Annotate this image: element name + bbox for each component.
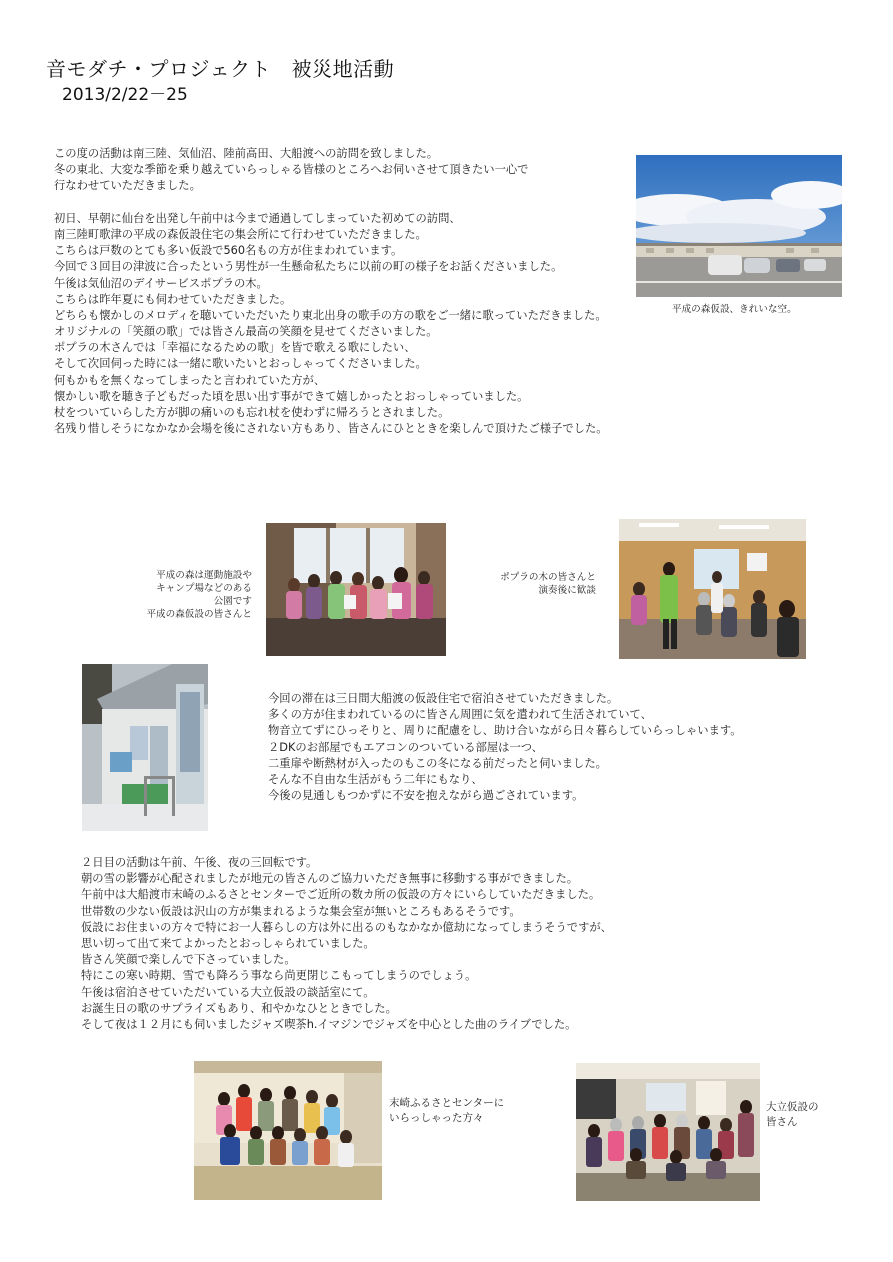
event-date: 2013/2/22－25 — [62, 85, 188, 105]
text-line: 行なわせていただきました。 — [54, 179, 201, 193]
heisei-residents-photo — [266, 523, 446, 656]
text-line: 懐かしい歌を聴き子どもだった頃を思い出す事ができて嬉しかったとおっしゃっていました。 — [54, 389, 529, 403]
text-line: 南三陸町歌津の平成の森仮設住宅の集会所にて行わせていただきました。 — [54, 227, 427, 241]
text-line: こちらは戸数のとても多い仮設で560名もの方が住まわれています。 — [54, 244, 403, 258]
text-line: そして夜は１２月にも伺いましたジャズ喫茶h.イマジンでジャズを中心とした曲のライブでした。 — [81, 1017, 577, 1031]
caption-line: 公園です — [213, 596, 252, 607]
ofunato-housing-photo — [82, 664, 208, 831]
text-line: こちらは昨年夏にも伺わせていただきました。 — [54, 292, 292, 306]
caption-line: 演奏後に歓談 — [538, 585, 596, 596]
caption-line: 平成の森仮設の皆さんと — [146, 609, 252, 620]
text-line: 今回の滞在は三日間大船渡の仮設住宅で宿泊させていただきました。 — [268, 692, 619, 705]
sky-photo-caption: 平成の森仮設、きれいな空。 — [672, 304, 797, 315]
heisei-photo-caption — [112, 569, 252, 621]
stay-paragraph — [268, 691, 742, 804]
text-line: ２DKのお部屋でもエアコンのついている部屋は一つ、 — [268, 740, 543, 754]
caption-line: キャンプ場などのある — [156, 583, 252, 594]
text-line: 午前中は大船渡市末崎のふるさとセンターでご近所の数カ所の仮設の方々にいらしていただきました。 — [81, 888, 601, 902]
text-line: 今後の見通しもつかずに不安を抱えながら過ごされています。 — [268, 789, 584, 803]
caption-line: 大立仮設の — [766, 1101, 819, 1113]
text-line: ポプラの木さんでは「幸福になるための歌」を皆で歌える歌にしたい、 — [54, 341, 416, 355]
text-line — [54, 195, 608, 211]
suezaki-group-photo — [194, 1061, 382, 1200]
caption-line: 末崎ふるさとセンターに — [389, 1097, 505, 1109]
text-line: 今回で３回目の津波に合ったという男性が一生懸命私たちに以前の町の様子をお話くださいました。 — [54, 260, 563, 274]
text-line: 物音立てずにひっそりと、周りに配慮をし、助け合いながら日々暮らしていらっしゃいます。 — [268, 724, 742, 738]
text-line: 冬の東北、大変な季節を乗り越えていらっしゃる皆様のところへお伺いさせて頂きたい一心で — [54, 163, 529, 177]
text-line: 仮設にお住まいの方々で特にお一人暮らしの方は外に出るのもなかなか億劫になってしまうそうですが、 — [81, 920, 612, 934]
text-line: 名残り惜しそうになかなか会場を後にされない方もあり、皆さんにひとときを楽しんで頂けたご様子でした。 — [54, 422, 608, 436]
text-line: お誕生日の歌のサプライズもあり、和やかなひとときでした。 — [81, 1001, 397, 1015]
page-title: 音モダチ・プロジェクト 被災地活動 — [46, 57, 395, 81]
suezaki-photo-caption — [389, 1096, 504, 1126]
text-line: そして次回伺った時には一緒に歌いたいとおっしゃってくださいました。 — [54, 357, 427, 371]
odate-group-photo — [576, 1063, 760, 1201]
text-line: 思い切って出て来てよかったとおっしゃられていました。 — [81, 936, 375, 950]
text-line: 世帯数の少ない仮設は沢山の方が集まれるような集会室が無いところもあるそうです。 — [81, 904, 521, 918]
caption-line: ポプラの木の皆さんと — [500, 572, 596, 583]
caption-line: 皆さん — [766, 1116, 798, 1128]
text-line: 午後は気仙沼のデイサービスポプラの木。 — [54, 276, 268, 290]
intro-paragraph — [54, 146, 608, 437]
text-line: 初日、早朝に仙台を出発し午前中は今まで通過してしまっていた初めての訪問、 — [54, 211, 461, 225]
text-line: 杖をついていらした方が脚の痛いのも忘れ杖を使わずに帰ろうとされました。 — [54, 406, 450, 419]
text-line: 二重扉や断熱材が入ったのもこの冬になる前だったと伺いました。 — [268, 756, 607, 770]
text-line: オリジナルの「笑顔の歌」では皆さん最高の笑顔を見せてくださいました。 — [54, 325, 438, 339]
caption-line: いらっしゃった方々 — [389, 1112, 484, 1124]
sky-housing-photo — [636, 155, 842, 297]
text-line: 多くの方が住まわれているのに皆さん周囲に気を遣われて生活されていて、 — [268, 708, 652, 722]
text-line: 皆さん笑顔で楽しんで下さっていました。 — [81, 953, 296, 967]
poplar-photo-caption — [480, 571, 596, 597]
text-line: 特にこの寒い時期、雪でも降ろう事なら尚更閉じこもってしまうのでしょう。 — [81, 969, 477, 983]
text-line: ２日目の活動は午前、午後、夜の三回転です。 — [81, 856, 318, 869]
caption-line: 平成の森は運動施設や — [156, 570, 252, 581]
text-line: そんな不自由な生活がもう二年にもなり、 — [268, 772, 483, 786]
poplar-group-photo — [619, 519, 806, 659]
text-line: この度の活動は南三陸、気仙沼、陸前高田、大船渡への訪問を致しました。 — [54, 147, 439, 160]
text-line: 朝の雪の影響が心配されましたが地元の皆さんのご協力いただき無事に移動する事ができました。 — [81, 872, 579, 886]
day2-paragraph — [81, 855, 612, 1033]
text-line: どちらも懐かしのメロディを聴いていただいたり東北出身の歌手の方の歌をご一緒に歌っていただきました。 — [54, 308, 607, 322]
text-line: 何もかもを無くなってしまったと言われていた方が、 — [54, 373, 326, 387]
odate-photo-caption — [766, 1100, 846, 1130]
text-line: 午後は宿泊させていただいている大立仮設の談話室にて。 — [81, 985, 375, 999]
